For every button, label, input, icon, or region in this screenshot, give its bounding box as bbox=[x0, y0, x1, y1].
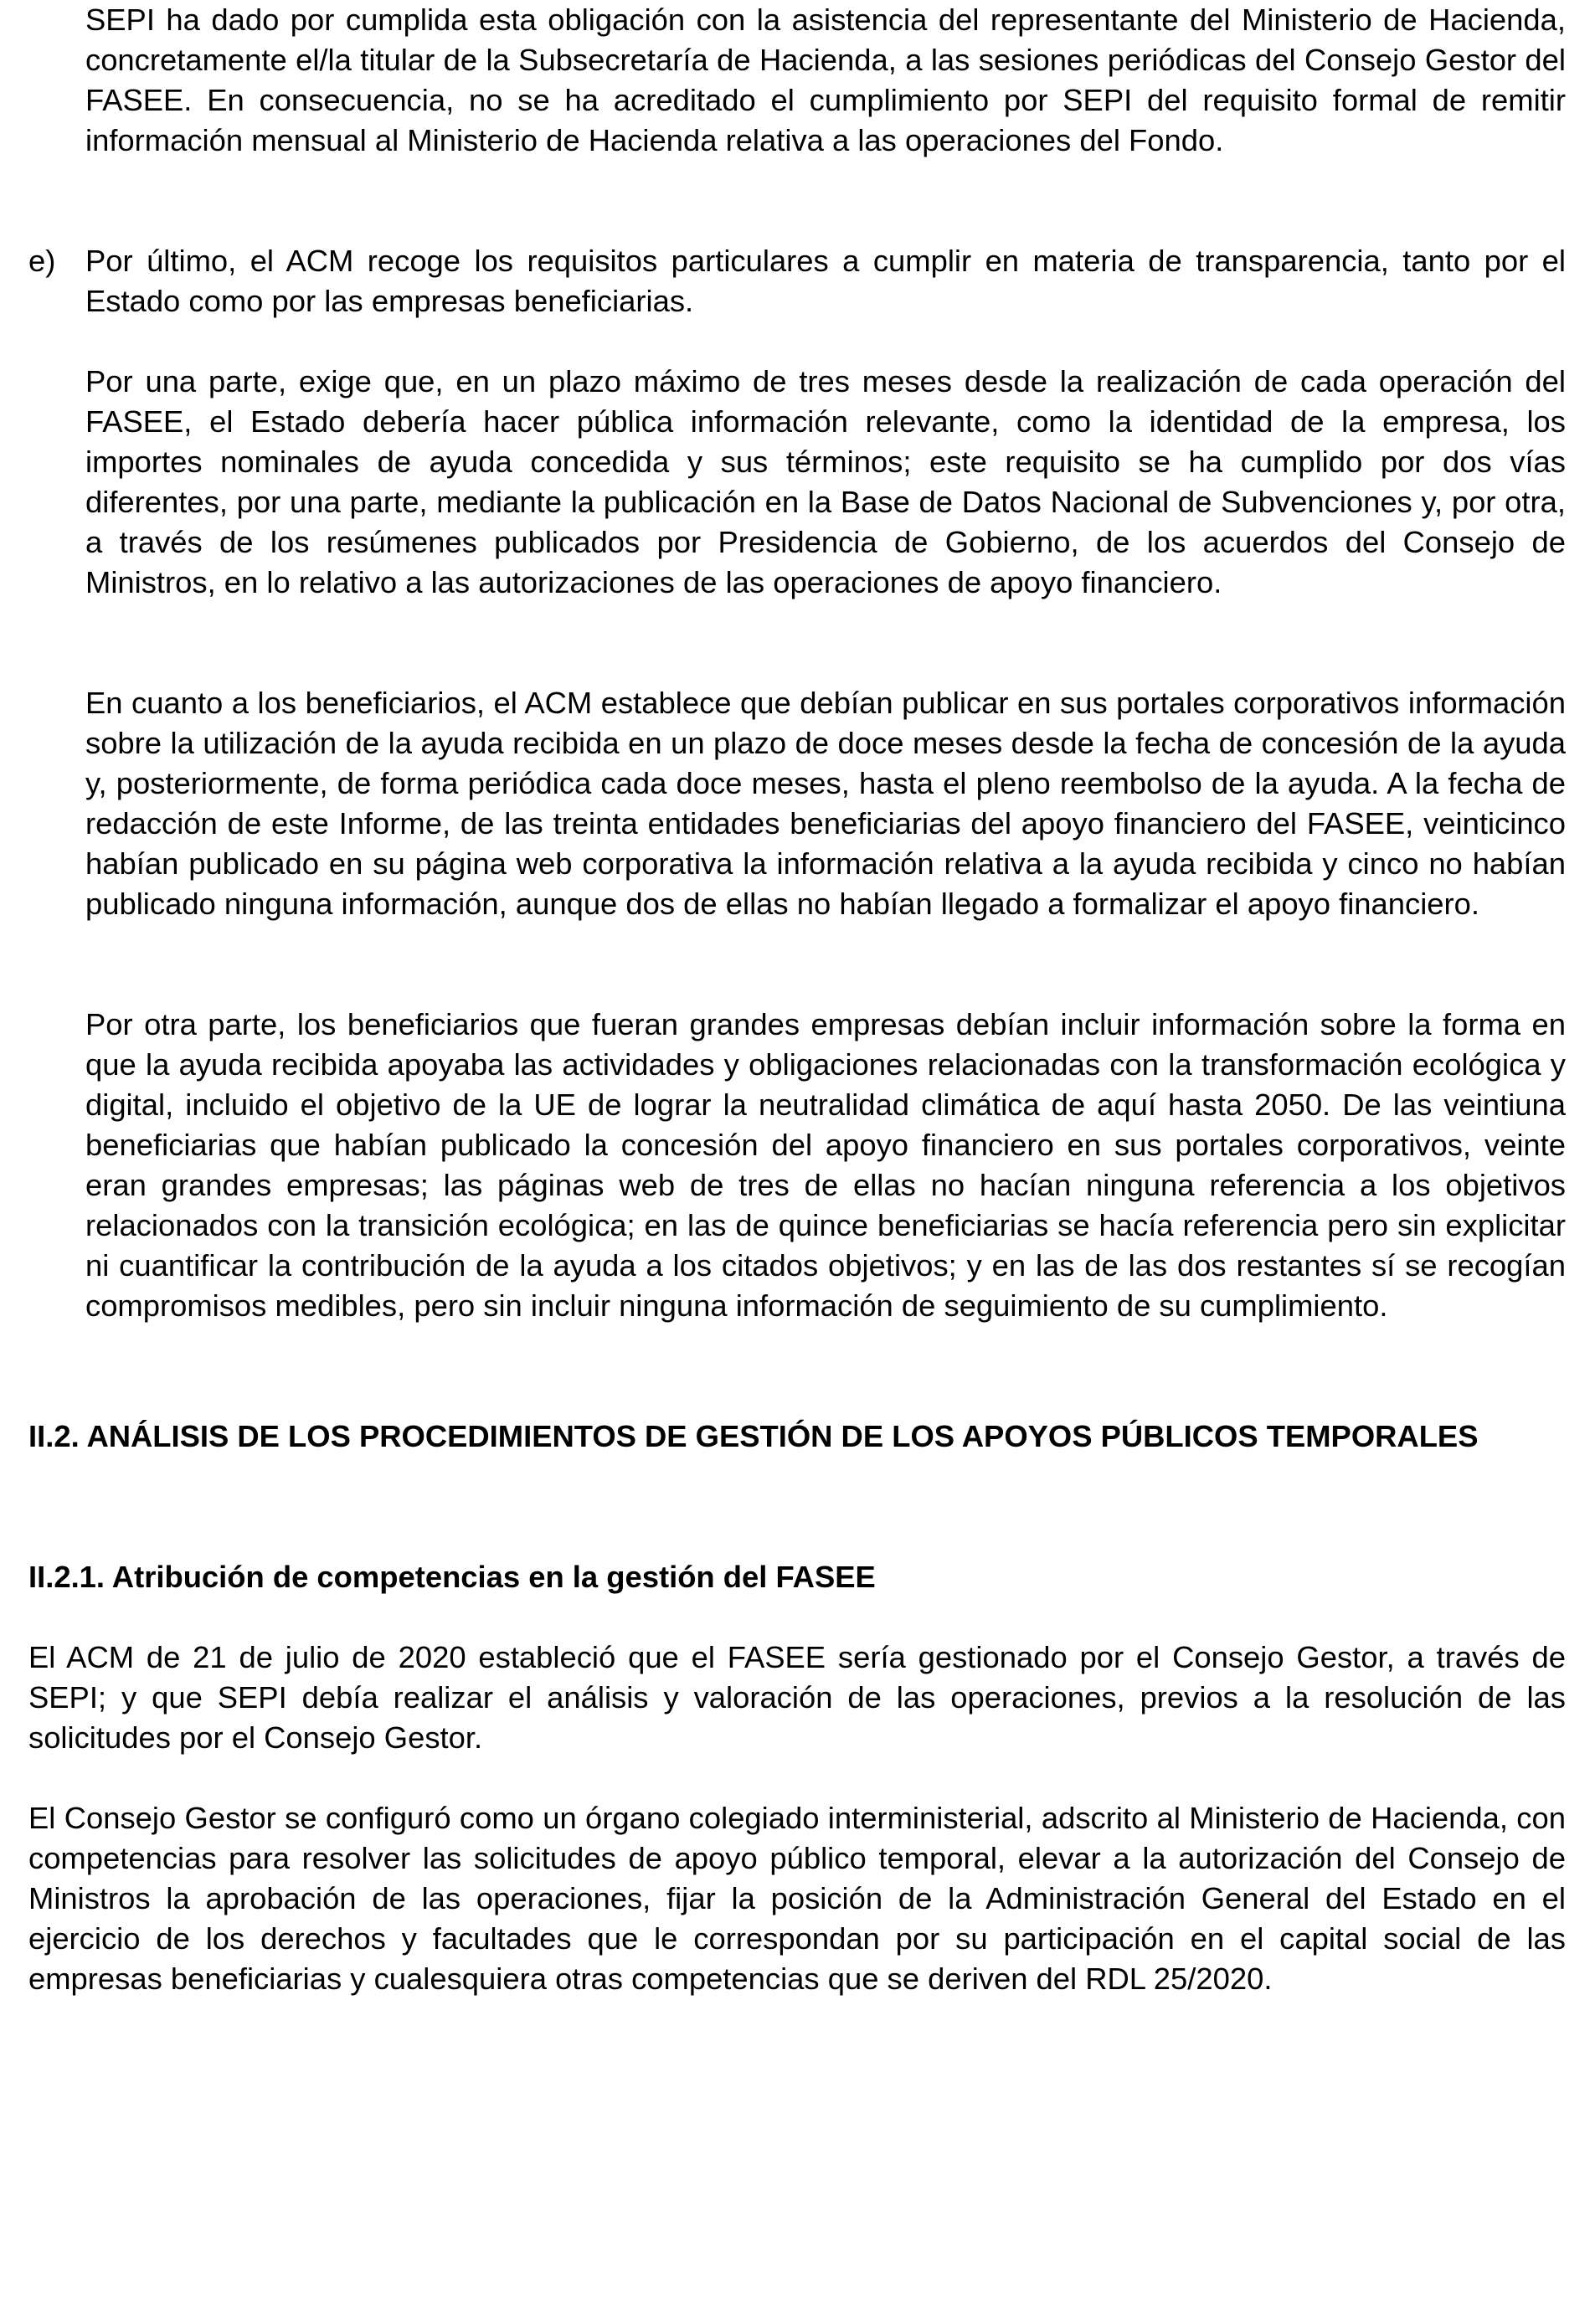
document-page bbox=[28, 0, 1566, 2324]
section-heading: II.2. ANÁLISIS DE LOS PROCEDIMIENTOS DE GESTIÓN DE LOS APOYOS PÚBLICOS TEMPORALES bbox=[28, 1419, 1479, 1453]
list-item-text: Por último, el ACM recoge los requisitos particulares a cumplir en materia de transparencia, tanto por el Estado como por las empresas beneficiarias. bbox=[85, 244, 1566, 318]
list-marker: e) bbox=[28, 244, 56, 278]
paragraph-consejo-gestor: El Consejo Gestor se configuró como un órgano colegiado interministerial, adscrito al Ministerio de Hacienda, con competencias para resolver las solicitudes de apoyo público temporal, elevar a la autorización del Consejo de Ministros la aprobación de las operaciones, fijar la posición de la Administración General del Estado en el ejercicio de los derechos y facultades que le correspondan por su participación en el capital social de las empresas beneficiarias y cualesquiera otras competencias que se deriven del RDL 25/2020. bbox=[28, 1801, 1566, 1996]
paragraph-otra-parte: Por otra parte, los beneficiarios que fueran grandes empresas debían incluir información sobre la forma en que la ayuda recibida apoyaba las actividades y obligaciones relacionadas con la transformación ecológica y digital, incluido el objetivo de la UE de lograr la neutralidad climática de aquí hasta 2050. De las veintiuna beneficiarias que habían publicado la concesión del apoyo financiero en sus portales corporativos, veinte eran grandes empresas; las páginas web de tres de ellas no hacían ninguna referencia a los objetivos relacionados con la transición ecológica; en las de quince beneficiarias se hacía referencia pero sin explicitar ni cuantificar la contribución de la ayuda a los citados objetivos; y en las de las dos restantes sí se recogían compromisos medibles, pero sin incluir ninguna información de seguimiento de su cumplimiento. bbox=[85, 1007, 1566, 1323]
list-item-e bbox=[28, 241, 1566, 321]
subsection-heading: II.2.1. Atribución de competencias en la gestión del FASEE bbox=[28, 1560, 876, 1594]
paragraph-una-parte: Por una parte, exige que, en un plazo máximo de tres meses desde la realización de cada operación del FASEE, el Estado debería hacer pública información relevante, como la identidad de la empresa, los importes nominales de ayuda concedida y sus términos; este requisito se ha cumplido por dos vías diferentes, por una parte, mediante la publicación en la Base de Datos Nacional de Subvenciones y, por otra, a través de los resúmenes publicados por Presidencia de Gobierno, de los acuerdos del Consejo de Ministros, en lo relativo a las autorizaciones de las operaciones de apoyo financiero. bbox=[85, 364, 1566, 599]
intro-paragraph: SEPI ha dado por cumplida esta obligación con la asistencia del representante del Ministerio de Hacienda, concretamente el/la titular de la Subsecretaría de Hacienda, a las sesiones periódicas del Consejo Gestor del FASEE. En consecuencia, no se ha acreditado el cumplimiento por SEPI del requisito formal de remitir información mensual al Ministerio de Hacienda relativa a las operaciones del Fondo. bbox=[85, 3, 1566, 157]
paragraph-acm: El ACM de 21 de julio de 2020 estableció que el FASEE sería gestionado por el Consejo Gestor, a través de SEPI; y que SEPI debía realizar el análisis y valoración de las operaciones, previos a la resolución de las solicitudes por el Consejo Gestor. bbox=[28, 1640, 1566, 1755]
paragraph-beneficiarios: En cuanto a los beneficiarios, el ACM establece que debían publicar en sus portales corporativos información sobre la utilización de la ayuda recibida en un plazo de doce meses desde la fecha de concesión de la ayuda y, posteriormente, de forma periódica cada doce meses, hasta el pleno reembolso de la ayuda. A la fecha de redacción de este Informe, de las treinta entidades beneficiarias del apoyo financiero del FASEE, veinticinco habían publicado en su página web corporativa la información relativa a la ayuda recibida y cinco no habían publicado ninguna información, aunque dos de ellas no habían llegado a formalizar el apoyo financiero. bbox=[85, 686, 1566, 921]
